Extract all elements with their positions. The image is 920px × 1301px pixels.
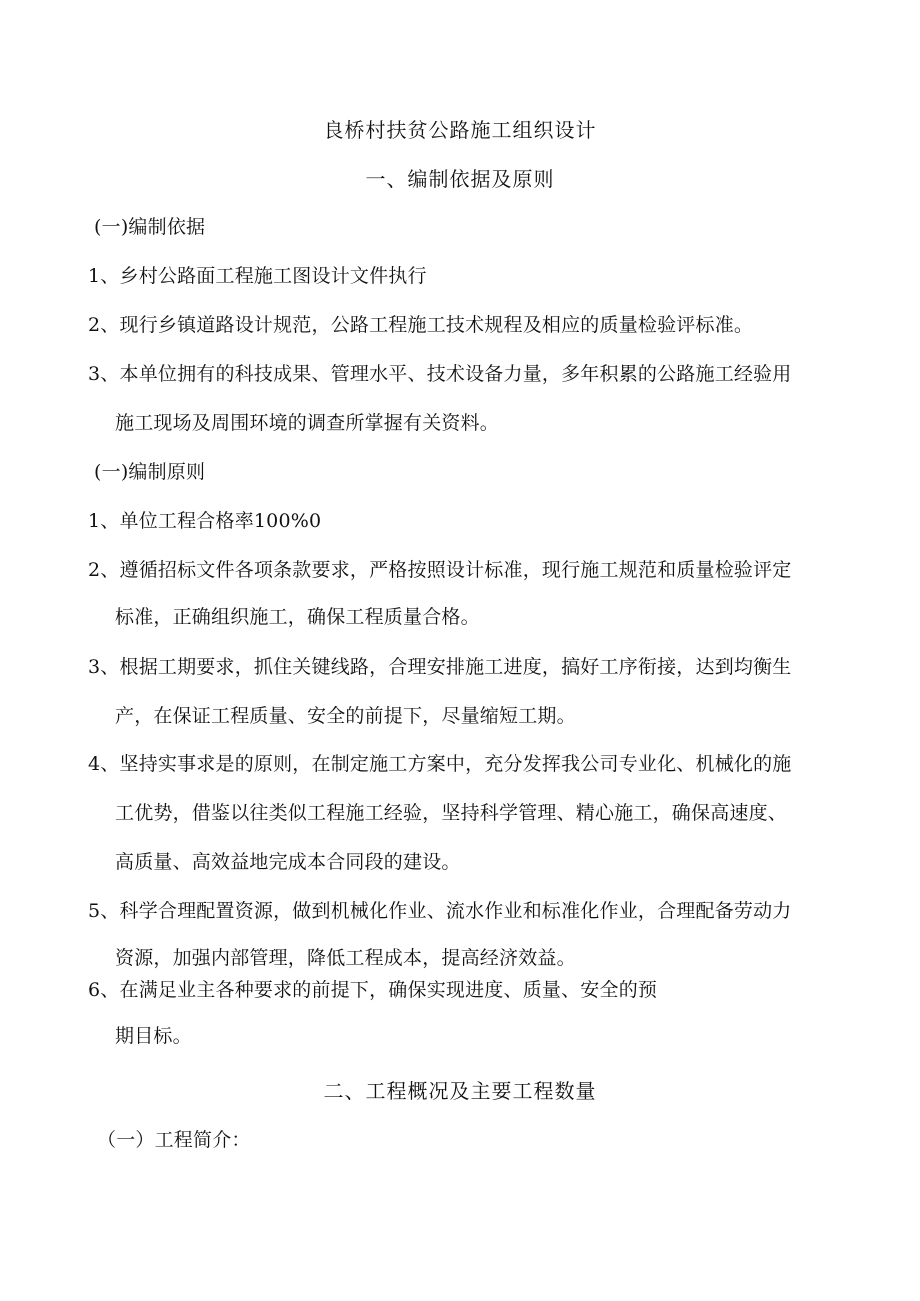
principle-line: 高质量、高效益地完成本合同段的建设。 — [115, 851, 461, 873]
principle-line: 5、科学合理配置资源，做到机械化作业、流水作业和标准化作业，合理配备劳动力 — [88, 900, 792, 922]
subsection-heading-overview: （一）工程简介： — [97, 1129, 251, 1151]
principle-line: 期目标。 — [115, 1025, 192, 1047]
subsection-heading-basis: (一)编制依据 — [94, 216, 206, 238]
principle-line: 工优势，借鉴以往类似工程施工经验，坚持科学管理、精心施工，确保高速度、 — [115, 802, 788, 824]
principle-line: 4、坚持实事求是的原则，在制定施工方案中，充分发挥我公司专业化、机械化的施 — [88, 753, 792, 775]
principle-line: 标准，正确组织施工，确保工程质量合格。 — [115, 606, 480, 628]
subsection-heading-principles: (一)编制原则 — [94, 461, 206, 483]
principle-line: 1、单位工程合格率100%0 — [88, 510, 322, 532]
section-heading-2: 二、工程概况及主要工程数量 — [323, 1079, 597, 1103]
principle-line: 2、遵循招标文件各项条款要求，严格按照设计标准，现行施工规范和质量检验评定 — [88, 559, 792, 581]
principle-line: 资源，加强内部管理，降低工程成本，提高经济效益。 — [115, 947, 576, 969]
principle-line: 6、在满足业主各种要求的前提下，确保实现进度、质量、安全的预 — [88, 979, 658, 1001]
principle-line: 产，在保证工程质量、安全的前提下，尽量缩短工期。 — [115, 705, 576, 727]
document-title: 良桥村扶贫公路施工组织设计 — [323, 118, 597, 142]
principle-line: 3、根据工期要求，抓住关键线路，合理安排施工进度，搞好工序衔接，达到均衡生 — [88, 656, 792, 678]
basis-item-2: 2、现行乡镇道路设计规范，公路工程施工技术规程及相应的质量检验评标准。 — [88, 314, 754, 336]
basis-item-3: 3、本单位拥有的科技成果、管理水平、技术设备力量，多年积累的公路施工经验用 — [88, 363, 792, 385]
section-heading-1: 一、编制依据及原则 — [365, 167, 555, 191]
basis-item-1: 1、乡村公路面工程施工图设计文件执行 — [88, 265, 427, 287]
basis-item-3-cont: 施工现场及周围环境的调查所掌握有关资料。 — [115, 412, 500, 434]
